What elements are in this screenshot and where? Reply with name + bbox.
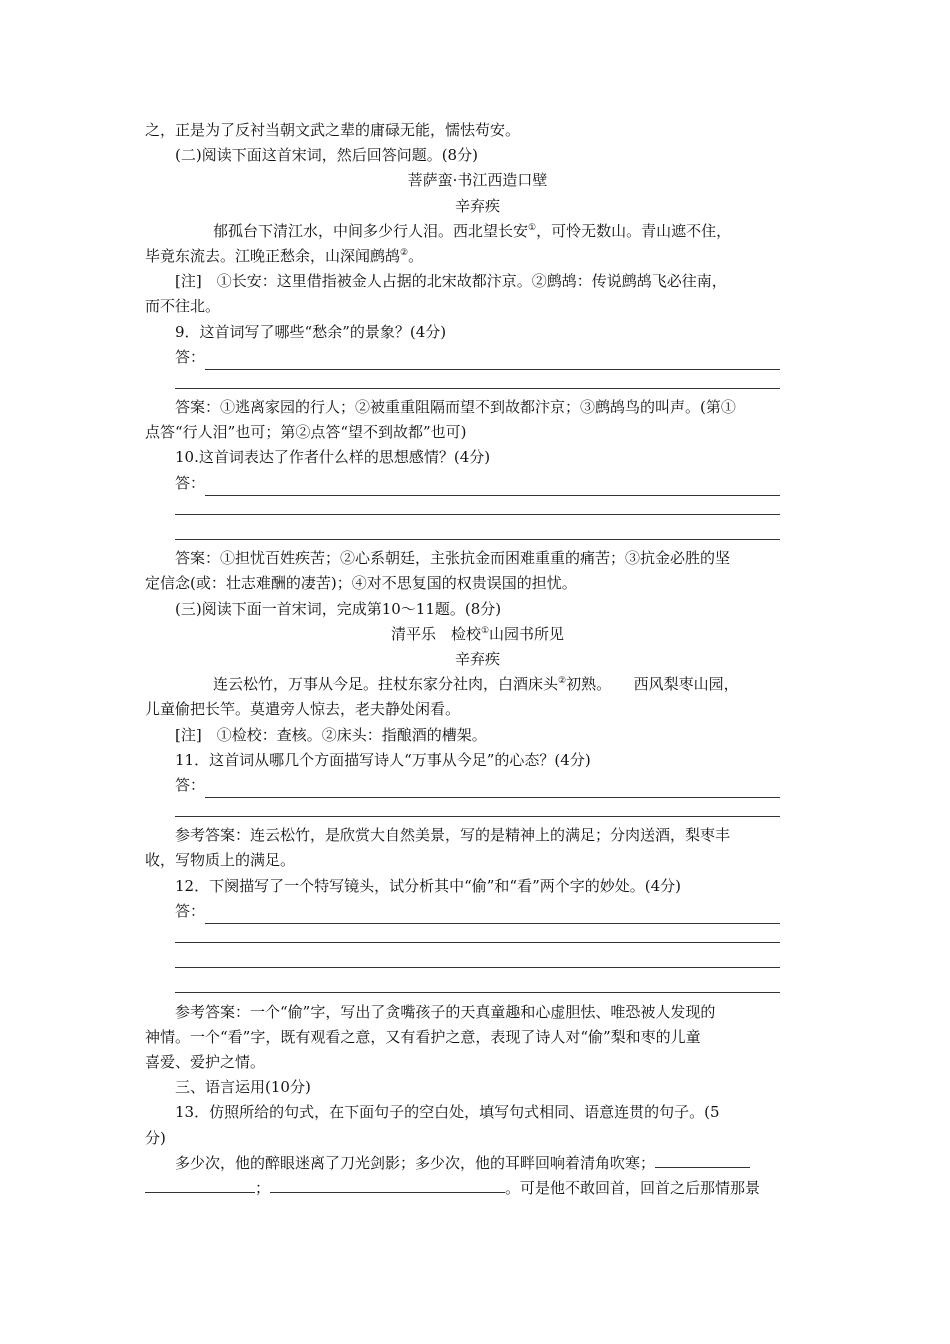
answer-rule[interactable]: [175, 974, 780, 993]
poem-note: 而不往北。: [145, 297, 221, 316]
answer-rule[interactable]: [205, 477, 780, 496]
answer-label: 答：: [175, 901, 206, 920]
poem-text: 毕竟东流去。江晚正愁余，山深闻鹧鸪: [145, 246, 401, 265]
answer-line[interactable]: [145, 798, 810, 823]
fill-blank[interactable]: [145, 1176, 255, 1193]
answer-line[interactable]: [145, 974, 810, 999]
answer-label: 答：: [175, 775, 206, 794]
answer-rule[interactable]: [175, 924, 780, 943]
answer-line[interactable]: [145, 899, 810, 924]
poem-text: 连云松竹，万事从今足。拄杖东家分社肉，白酒床头: [213, 675, 559, 694]
poem-title: [145, 622, 810, 647]
poem-line: 儿童偷把长竿。莫遣旁人惊去，老夫静处闲看。: [145, 700, 461, 719]
text-line: 之，正是为了反衬当朝文武之辈的庸碌无能，懦怯苟安。: [145, 121, 521, 139]
answer-text: 答案：①担忧百姓疾苦；②心系朝廷，主张抗金而困难重重的痛苦；③抗金必胜的坚: [175, 549, 731, 568]
section-heading: (三)阅读下面一首宋词，完成第10～11题。(8分): [175, 599, 502, 618]
sentence-text: 多少次，他的醉眼迷离了刀光剑影；多少次，他的耳畔回响着清角吹寒；: [175, 1153, 656, 1172]
sentence-text: 。可是他不敢回首，回首之后那情那景: [505, 1178, 761, 1197]
answer-rule[interactable]: [175, 798, 780, 817]
answer-text: 参考答案：一个“偷”字，写出了贪嘴孩子的天真童趣和心虚胆怯、唯恐被人发现的: [175, 1002, 716, 1021]
answer-text: 参考答案：连云松竹，是欣赏大自然美景，写的是精神上的满足；分肉送酒，梨枣丰: [175, 826, 731, 845]
question-13: 13．仿照所给的句式，在下面句子的空白处，填写句式相同、语意连贯的句子。(5: [175, 1103, 720, 1122]
answer-line[interactable]: [145, 521, 810, 546]
section-heading: (二)阅读下面这首宋词，然后回答问题。(8分): [175, 146, 478, 165]
footnote-mark: ①: [528, 222, 537, 233]
answer-line[interactable]: [145, 949, 810, 974]
fill-sentence: [145, 1176, 810, 1201]
section-heading: 三、语言运用(10分): [175, 1078, 311, 1097]
fill-blank[interactable]: [270, 1176, 505, 1193]
poem-line: [145, 244, 810, 269]
poem-title-text: 清平乐 检校: [390, 624, 481, 643]
answer-rule[interactable]: [205, 351, 780, 370]
poem-author: 辛弃疾: [454, 649, 500, 668]
answer-line[interactable]: [145, 471, 810, 496]
poem-line: [145, 219, 810, 244]
answer-label: 答：: [175, 473, 206, 492]
answer-rule[interactable]: [205, 905, 780, 924]
question-9: 9．这首词写了哪些“愁余”的景象？(4分): [175, 322, 447, 341]
poem-text: 。: [408, 246, 424, 265]
answer-text: 答案：①逃离家园的行人；②被重重阻隔而望不到故都汴京；③鹧鸪鸟的叫声。(第①: [175, 398, 736, 417]
poem-text: ，可怜无数山。青山遮不住，: [536, 221, 732, 240]
answer-rule[interactable]: [175, 496, 780, 515]
poem-note: [注] ①检校：查核。②床头：指酿酒的槽架。: [175, 725, 487, 744]
poem-line: [145, 672, 810, 697]
footnote-mark: ①: [480, 625, 490, 636]
answer-line[interactable]: [145, 345, 810, 370]
separator: ；: [255, 1178, 271, 1197]
fill-sentence: [145, 1151, 810, 1176]
question-12: 12．下阕描写了一个特写镜头，试分析其中“偷”和“看”两个字的妙处。(4分): [175, 876, 682, 895]
answer-text: 定信念(或：壮志难酬的凄苦)；④对不思复国的权贵误国的担忧。: [145, 574, 577, 593]
answer-text: 神情。一个“看”字，既有观看之意，又有看护之意，表现了诗人对“偷”梨和枣的儿童: [145, 1027, 701, 1046]
footnote-mark: ②: [558, 676, 567, 687]
answer-label: 答：: [175, 347, 206, 366]
fill-blank[interactable]: [655, 1151, 750, 1168]
question-11: 11．这首词从哪几个方面描写诗人“万事从今足”的心态？(4分): [175, 750, 591, 769]
footnote-mark: ②: [400, 247, 409, 258]
answer-rule[interactable]: [175, 949, 780, 968]
poem-text: 郁孤台下清江水，中间多少行人泪。西北望长安: [213, 221, 529, 240]
answer-rule[interactable]: [175, 521, 780, 540]
answer-text: 喜爱、爱护之情。: [145, 1052, 266, 1071]
answer-line[interactable]: [145, 773, 810, 798]
poem-note: [注] ①长安：这里借指被金人占据的北宋故都汴京。②鹧鸪：传说鹧鸪飞必往南，: [175, 272, 727, 291]
answer-rule[interactable]: [205, 779, 780, 798]
poem-title-text: 山园书所见: [489, 624, 565, 643]
answer-line[interactable]: [145, 924, 810, 949]
document-page: [145, 118, 810, 1201]
answer-text: 点答“行人泪”也可；第②点答“望不到故都”也可): [145, 423, 467, 442]
poem-author: 辛弃疾: [454, 196, 500, 215]
question-10: 10.这首词表达了作者什么样的思想感情？(4分): [175, 448, 491, 467]
answer-rule[interactable]: [175, 370, 780, 389]
answer-line[interactable]: [145, 496, 810, 521]
poem-title: 菩萨蛮·书江西造口壁: [407, 171, 548, 190]
answer-line[interactable]: [145, 370, 810, 395]
question-13-cont: 分): [145, 1128, 166, 1147]
poem-text: 初熟。 西风梨枣山园，: [566, 675, 739, 694]
answer-text: 收，写物质上的满足。: [145, 851, 296, 870]
